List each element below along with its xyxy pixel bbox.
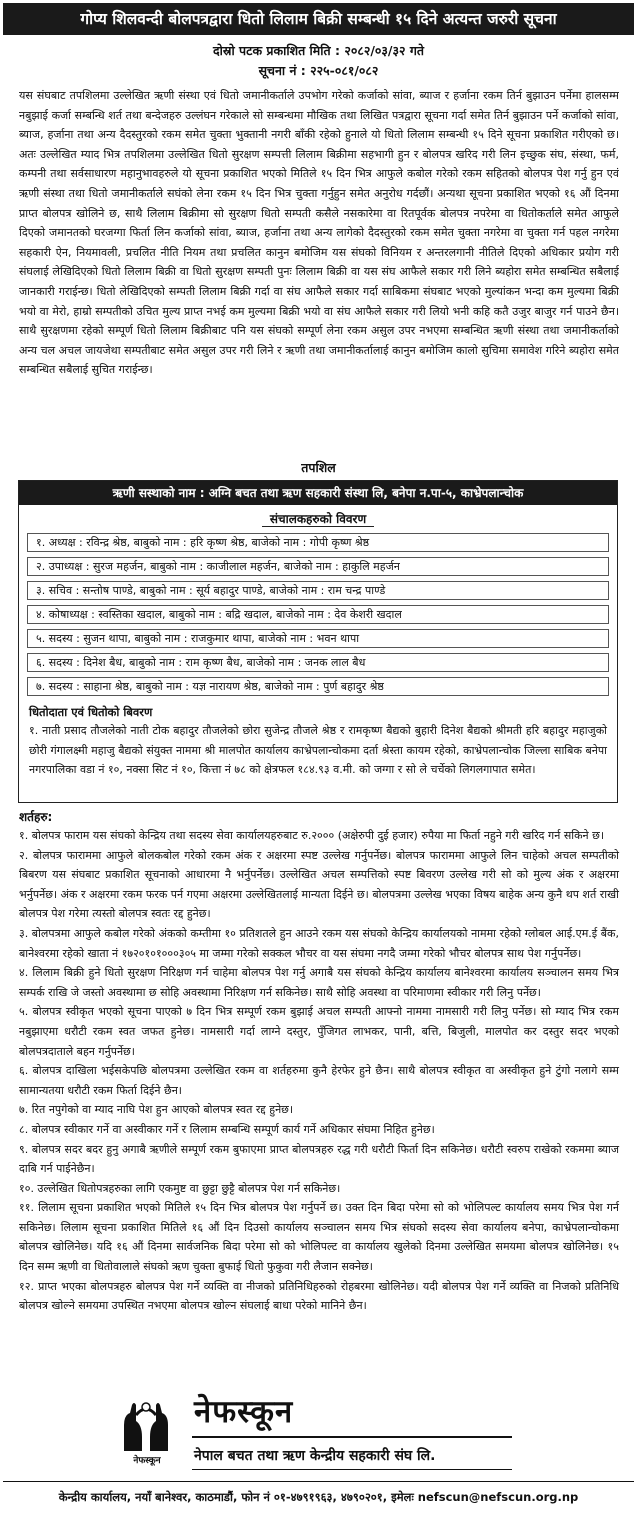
brand-underline [192, 1469, 512, 1470]
nefscun-hands-logo-icon [118, 1395, 174, 1453]
terms-list [19, 826, 619, 1316]
term-item: १२. प्राप्त भएका बोलपत्रहरु बोलपत्र पेश गर्ने व्यक्ति वा नीजको प्रतिनिधिहरुको रोहबरमा खोलिनेछ। यदी बोलपत्र पेश गर्ने व्यक्ति वा निजको प्रतिनिधि बोलपत्र खोल्ने समयमा उपस्थित नभएमा बोलपत्र खोल्न संघलाई बाधा परेको मानिने छैन। [19, 1279, 619, 1313]
collateral-description: १. नाती प्रसाद तौजलेको नाती टोक बहादुर तौजलेको छोरा सुजेन्द्र तौजले श्रेष्ठ र रामकृष्ण बैद्यको बुहारी दिनेश बैद्यको श्रीमती हरि बहादुर महाजुको छोरी गंगालक्ष्मी महाजु बैद्यको संयुक्त नाममा श्री मालपोत कार्यालय काभ्रेपलान्चोकमा दर्ता श्रेस्ता कायम रहेको, काभ्रेपलान्चोक जिल्ला साबिक बनेपा नगरपालिका वडा नं १०, नक्सा सिट नं १०, कित्ता नं ७८ को क्षेत्रफल १८४.९३ व.मी. को जग्गा र सो ले चर्चेको लिगलगापात समेत। [29, 724, 607, 777]
brand-full-name: नेपाल बचत तथा ऋण केन्द्रीय सहकारी संघ लि. [194, 1448, 436, 1464]
logo-caption: नेफस्कून [133, 1456, 161, 1466]
director-row: ३. सचिव : सन्तोष पाण्डे, बाबुको नाम : सूर्य बहादुर पाण्डे, बाजेको नाम : राम चन्द्र पाण्डे [27, 581, 609, 600]
borrower-title: ऋणी सस्थाको नाम : अग्नि बचत तथा ऋण सहकारी संस्था लि, बनेपा न.पा-५, काभ्रेपलान्चोक [19, 481, 617, 505]
schedule-box [18, 480, 618, 803]
director-row: २. उपाध्यक्ष : सुरज महर्जन, बाबुको नाम : काजीलाल महर्जन, बाजेको नाम : हाकुलि महर्जन [27, 557, 609, 576]
term-item: ५. बोलपत्र स्वीकृत भएको सूचना पाएको ७ दिन भित्र सम्पूर्ण रकम बुझाई अचल सम्पती आफ्नो नाममा नामसारी गरी लिनु पर्नेछ। सो म्याद भित्र रकम नबुझाएमा धरौटी रकम स्वत जफत हुनेछ। नामसारी गर्दा लाग्ने दस्तुर, पुँजिगत लाभकर, पानी, बत्ति, बिजुली, मालपोत कर दस्तुर सदर भएको बोलपत्रदाताले बहन गर्नुपर्नेछ। [19, 1005, 619, 1058]
term-item: ११. लिलाम सूचना प्रकाशित भएको मितिले १५ दिन भित्र बोलपत्र पेश गर्नुपर्ने छ। उक्त दिन बिदा परेमा सो को भोलिपल्ट कार्यालय समय भित्र पेश गर्न सकिनेछ। लिलाम सूचना प्रकाशित मितिले १६ औं दिन दिउसो कार्यालय सञ्चालन समय भित्र संघको सदस्य सेवा कार्यालय बनेपा, काभ्रेपलान्चोकमा बोलपत्र खोलिनेछ। यदि १६ औं दिनमा सार्वजनिक बिदा परेमा सो को भोलिपल्ट वा कार्यालय खुलेको दिनमा उल्लेखित समयमा बोलपत्र खोलिनेछ। १५ दिन सम्म ऋणी वा धितोवालाले संघको ऋण चुक्ता बुफाई धितो फुकुवा गरी लैजान सक्नेछ। [19, 1201, 619, 1274]
directors-heading: संचालकहरुको विवरण [19, 509, 617, 529]
director-row: ५. सदस्य : सुजन थापा, बाबुको नाम : राजकुमार थापा, बाजेको नाम : भवन थापा [27, 629, 609, 648]
term-item: १. बोलपत्र फाराम यस संघको केन्द्रिय तथा सदस्य सेवा कार्यालयहरुबाट रु.२००० (अक्षेरुपी दुई हजार) रुपैया मा फिर्ता नहुने गरी खरिद गर्न सकिने छ। [19, 829, 605, 842]
term-item: ४. लिलाम बिक्री हुने धितो सुरक्षण निरिक्षण गर्न चाहेमा बोलपत्र पेश गर्नु अगाबै यस संघको केन्द्रिय कार्यालय बानेश्वरमा कार्यालय सञ्चालन समय भित्र सम्पर्क राखि जे जस्तो अवस्थामा छ सोहि अवस्थामा निरिक्षण गर्न सकिनेछ। साथै सोहि अवस्था वा परिमाणमा स्वीकार गरी लिनु पर्नेछ। [19, 966, 619, 999]
term-item: ६. बोलपत्र दाखिला भईसकेपछि बोलपत्रमा उल्लेखित रकम वा शर्तहरुमा कुनै हेरफेर हुने छैन। साथै बोलपत्र स्वीकृत वा अस्वीकृत हुने टुंगो नलागे सम्म सामान्यतया धरौटी रकम फिर्ता दिईने छैन। [19, 1064, 619, 1097]
footer-contact: केन्द्रीय कार्यालय, नयाँ बानेश्वर, काठमाडौं, फोन नं ०१-४७९१९६३, ४७९०२०१, इमेलः nefscun@nefscun.org.np [58, 1490, 579, 1504]
term-item: ३. बोलपत्रमा आफुले कबोल गरेको अंकको कम्तीमा १० प्रतिशतले हुन आउने रकम यस संघको केन्द्रिय कार्यालयको नाममा रहेको ग्लोबल आई.एम.ई बैंक, बानेश्वरमा रहेको खाता नं १७२०१०१०००३०५ मा जम्मा गरेको सक्कल भौचर वा यस संघमा नगदै जम्मा गरेको भौचर बोलपत्र साथ पेश गर्नुपर्नेछ। [19, 926, 619, 960]
schedule-heading: तपशिल [301, 460, 336, 475]
published-date: दोस्रो पटक प्रकाशित मिति : २०८२/०३/३२ गते [213, 43, 424, 58]
footer-divider [3, 1481, 634, 1482]
notice-number: सूचना नं : २२५-०८१/०८२ [258, 63, 379, 78]
term-item: २. बोलपत्र फाराममा आफुले बोलकबोल गरेको रकम अंक र अक्षरमा स्पष्ट उल्लेख गर्नुपर्नेछ। बोलपत्र फाराममा आफुले लिन चाहेको अचल सम्पतीको बिबरण यस संघबाट प्रकाशित सूचनाको आधारमा नै भर्नुपर्नेछ। उल्लेखित अचल सम्पत्तिको स्पष्ट बिवरण उल्लेख गरी सो को मुल्य अंक र अक्षरमा भर्नुपर्नेछ। अंक र अक्षरमा रकम फरक पर्न गएमा अक्षरमा उल्लेखितलाई मान्यता दिईने छ। बोलपत्रमा उल्लेख भएका विषय बाहेक अन्य कुनै थप शर्त राखी बोलपत्र पेश गरेमा त्यस्तो बोलपत्र स्वतः रद्द हुनेछ। [19, 848, 619, 921]
term-item: १०. उल्लेखित धितोपत्रहरुका लागि एकमुष्ट वा छुट्टा छुट्टै बोलपत्र पेश गर्न सकिनेछ। [19, 1181, 341, 1195]
brand-name: नेफस्कून [194, 1394, 294, 1430]
director-row: ७. सदस्य : साहाना श्रेष्ठ, बाबुको नाम : यज्ञ नारायण श्रेष्ठ, बाजेको नाम : पुर्ण बहादुर श्रेष्ठ [27, 677, 609, 696]
notice-headline: गोप्य शिलवन्दी बोलपत्रद्वारा धितो लिलाम बिक्री सम्बन्धी १५ दिने अत्यन्त जरुरी सूचना [3, 3, 634, 35]
terms-heading: शर्तहरु: [19, 810, 53, 824]
director-row: ४. कोषाध्यक्ष : स्वस्तिका खदाल, बाबुको नाम : बद्रि खदाल, बाजेको नाम : देव केशरी खदाल [27, 605, 609, 624]
brand-divider [192, 1436, 512, 1438]
term-item: ७. रित नपुगेको वा म्याद नाघि पेश हुन आएको बोलपत्र स्वत रद्द हुनेछ। [19, 1103, 294, 1117]
term-item: ८. बोलपत्र स्वीकार गर्ने वा अस्वीकार गर्ने र लिलाम सम्बन्धि सम्पूर्ण कार्य गर्ने अधिकार संघमा निहित हुनेछ। [19, 1122, 435, 1136]
director-row: ६. सदस्य : दिनेश बैध, बाबुको नाम : राम कृष्ण बैध, बाजेको नाम : जनक लाल बैध [27, 653, 609, 672]
notice-body: यस संघबाट तपशिलमा उल्लेखित ऋणी संस्था एवं धितो जमानीकर्ताले उपभोग गरेको कर्जाको सांवा, ब्याज र हर्जाना रकम तिर्न बुझाउन पर्नेमा हालसम्म नबुझाई कर्जा सम्बन्धि शर्त तथा बन्देजहरु उल्लंघन गरेकाले सो सम्बन्धमा मौखिक तथा लिखित पत्रद्वारा सूचना गर्दा समेत तिर्न बुझाउन पर्ने कर्जाको सांवा, ब्याज, हर्जाना तथा अन्य दैदस्तुरको रकम समेत चुक्ता भुक्तानी नगरी बाँकी रहेको हुनाले यो धितो लिलाम सम्बन्धी १५ दिने सूचना प्रकाशित गरीएको छ। अतः उल्लेखित म्याद भित्र तपशिलमा उल्लेखित धितो सुरक्षण सम्पत्ती लिलाम बिक्रीमा सहभागी हुन र बोलपत्र खरिद गरी लिन इच्छुक संघ, संस्था, फर्म, कम्पनी तथा सर्वसाधारण महानुभावहरुले यो सूचना प्रकाशित भएको मितिले १५ दिन भित्र आफुले कबोल गरेको रकम सहितको बोलपत्र पेश गर्नु हुन एवं ऋणी संस्था तथा धितो जमानीकर्ताले सघंको लेना रकम १५ दिन भित्र चुक्ता गर्नुहुन समेत अनुरोध गर्दछौं। अन्यथा सूचना प्रकाशित भएको १६ औं दिनमा प्राप्त बोलपत्र खोलिने छ, साथै लिलाम बिक्रीमा सो सुरक्षण धितो सम्पती कसैले नसकारेमा वा रितपूर्वक बोलपत्र नपरेमा वा धितोकर्ताले समेत आफुले दिएको जमानतको घरजग्गा फिर्ता लिन कर्जाको सांवा, ब्याज, हर्जाना तथा अन्य लागेको दैदस्तुरको रकम समेत चुक्ता नगरेमा वा चुक्ता गर्न पहल नगरेमा सहकारी ऐन, नियमावली, प्रचलित नीति नियम तथा प्रचलित कानुन बमोजिम यस संघको विनियम र अन्तरलगानी नीतिले दिएको अधिकार प्रयोग गरी संघलाई लेखिदिएको धितो लिलाम बिक्री वा धितो सुरक्षण सम्पती पुनः लिलाम बिक्री वा यस संघ आफैले सकार गरी लिने ब्यहोरा समेत सम्बन्धित सबैलाई जानकारी गराईन्छ। धितो लेखिदिएको सम्पती लिलाम बिक्री गर्दा वा संघ आफैले सकार गर्दा साबिकमा संघबाट भएको मुल्यांकन भन्दा कम मुल्यमा बिक्री भयो वा मेरो, हाम्रो सम्पतीको उचित मुल्य प्राप्त नभई कम मुल्यमा बिक्री भयो वा संघ आफैले सकार गरी लियो भनी कहि कतै उजुर बाजुर गर्न पाउने छैन। साथै सुरक्षणमा रहेको सम्पूर्ण धितो लिलाम बिक्रीबाट पनि यस संघको सम्पूर्ण लेना रकम असुल उपर नभएमा सम्बन्धित ऋणी संस्था तथा जमानीकर्ताको अन्य चल अचल जायजेथा सम्पतीबाट समेत असुल उपर गरी लिने र ऋणी तथा जमानीकर्तालाई कानुन बमोजिम कालो सुचिमा समावेश गरिने ब्यहोरा समेत सम्बन्धित सबैलाई सुचित गराईन्छ। [19, 89, 619, 377]
collateral-heading: धितोदाता एवं धितोको बिवरण [29, 705, 153, 719]
director-row: १. अध्यक्ष : रविन्द्र श्रेष्ठ, बाबुको नाम : हरि कृष्ण श्रेष्ठ, बाजेको नाम : गोपी कृष्ण श्रेष्ठ [27, 533, 609, 552]
term-item: ९. बोलपत्र सदर बदर हुनु अगाबै ऋणीले सम्पूर्ण रकम बुफाएमा प्राप्त बोलपत्रहरु रद्ध गरी धरौटी फिर्ता दिन सकिनेछ। धरौटी स्वरुप राखेको रकममा ब्याज दाबि गर्न पाईनेछैन। [19, 1142, 619, 1176]
